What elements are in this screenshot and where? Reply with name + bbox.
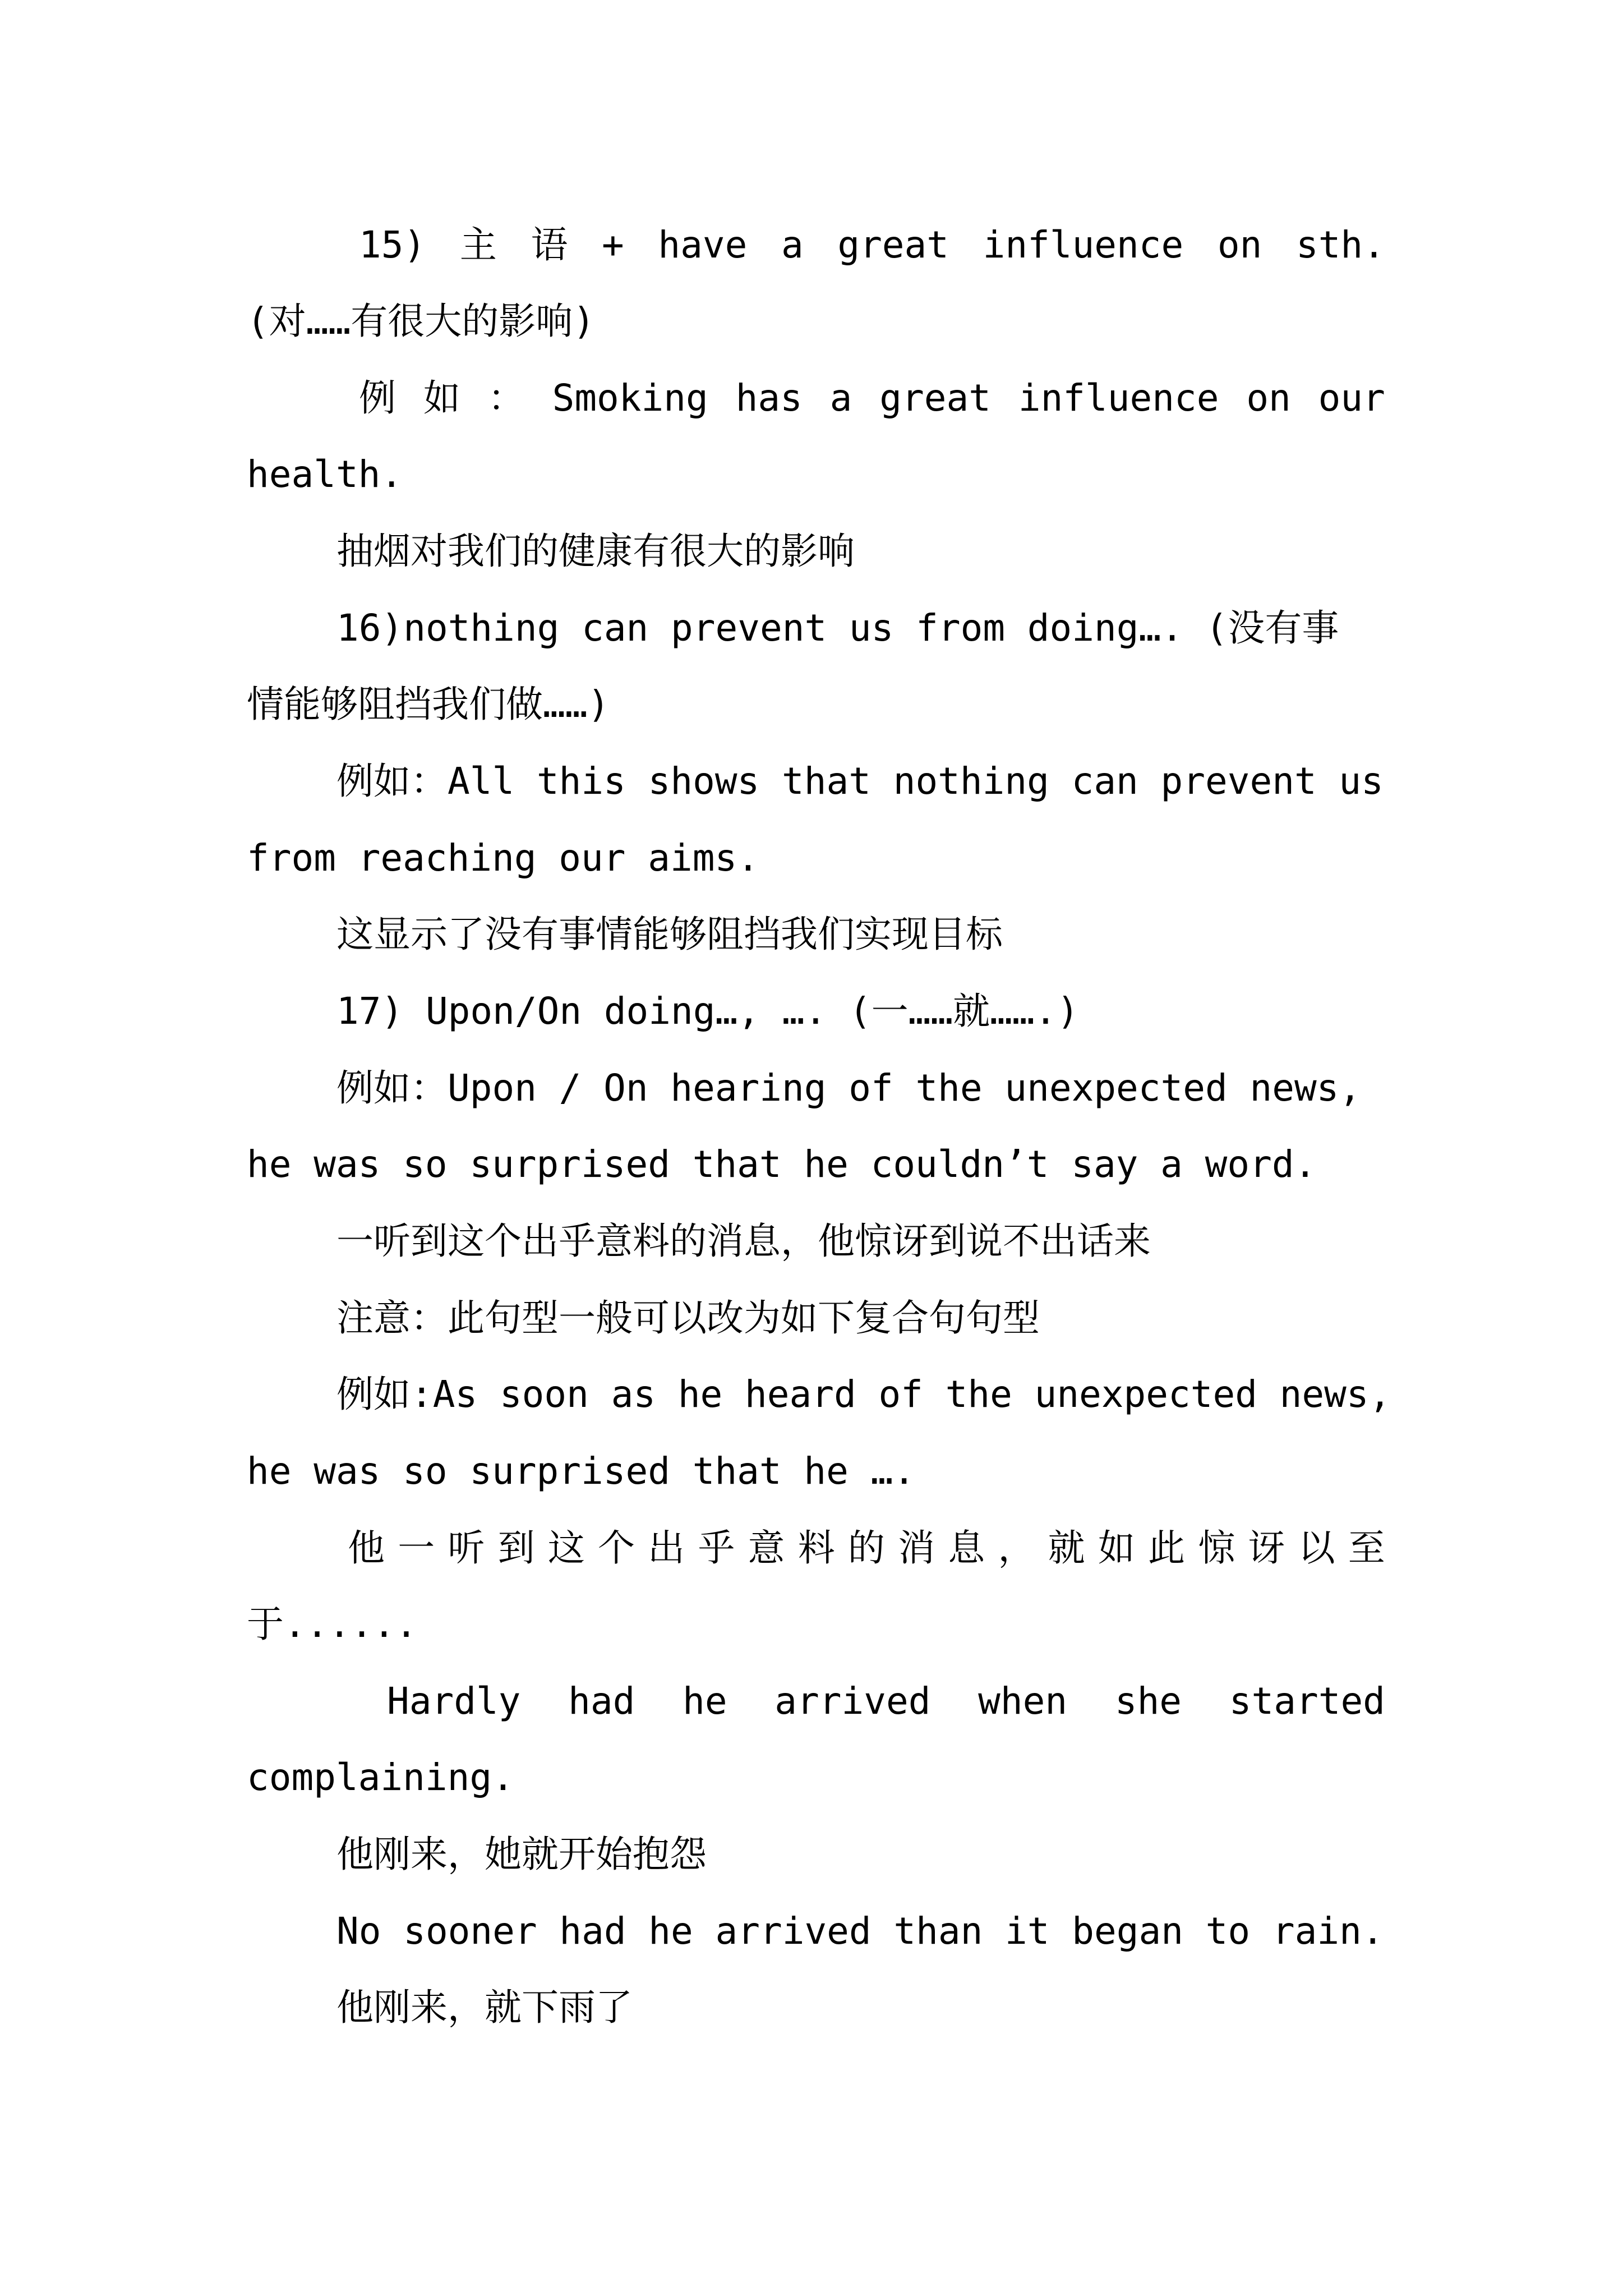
example-17b-translation-continuation: 于...... — [247, 1603, 418, 1646]
word: has — [735, 376, 803, 420]
word: Hardly — [387, 1680, 521, 1723]
word: a — [781, 223, 804, 266]
char: 出 — [648, 1526, 685, 1570]
example-16-sentence: 例如：All this shows that nothing can prevent us — [336, 760, 1384, 803]
char: 如 — [1098, 1526, 1135, 1570]
example-15-continuation: health. — [247, 453, 403, 496]
word: he — [683, 1680, 727, 1723]
word: have — [658, 223, 748, 266]
word: influence — [1018, 376, 1219, 420]
example-nosooner-sentence: No sooner had he arrived than it began to rain. — [336, 1910, 1384, 1953]
word: on — [1246, 376, 1291, 420]
example-hardly-sentence — [387, 1676, 1385, 1727]
word: ： — [487, 376, 525, 420]
word: sth. — [1295, 223, 1385, 266]
pattern-17-heading: 17) Upon/On doing…, …. (一……就…….) — [336, 990, 1080, 1033]
example-hardly-continuation: complaining. — [247, 1756, 514, 1799]
char: ， — [998, 1526, 1035, 1570]
example-17-translation: 一听到这个出乎意料的消息，他惊讶到说不出话来 — [336, 1220, 1151, 1263]
example-17b-sentence: 例如:As soon as he heard of the unexpected news, — [336, 1373, 1391, 1416]
char: 至 — [1348, 1526, 1385, 1570]
word: 主 — [459, 223, 497, 266]
word: great — [837, 223, 949, 266]
word: when — [978, 1680, 1068, 1723]
char: 料 — [797, 1526, 835, 1570]
word: 语 — [531, 223, 568, 266]
char: 乎 — [698, 1526, 735, 1570]
pattern-16-meaning: 情能够阻挡我们做……) — [247, 683, 610, 726]
word: our — [1318, 376, 1385, 420]
word: a — [829, 376, 852, 420]
example-17b-continuation: he was so surprised that he …. — [247, 1450, 916, 1493]
char: 此 — [1148, 1526, 1185, 1570]
word: Smoking — [552, 376, 708, 420]
example-hardly-translation: 他刚来，她就开始抱怨 — [336, 1833, 707, 1876]
word: arrived — [774, 1680, 931, 1723]
char: 听 — [448, 1526, 485, 1570]
word: influence — [983, 223, 1184, 266]
note-line: 注意：此句型一般可以改为如下复合句句型 — [336, 1296, 1040, 1340]
example-17-sentence: 例如：Upon / On hearing of the unexpected news, — [336, 1066, 1362, 1110]
example-15-sentence — [359, 373, 1385, 424]
word: 15) — [359, 223, 426, 266]
example-nosooner-translation: 他刚来，就下雨了 — [336, 1986, 633, 2029]
example-17b-translation — [348, 1523, 1385, 1573]
example-15-translation: 抽烟对我们的健康有很大的影响 — [336, 530, 855, 573]
word: had — [568, 1680, 635, 1723]
char: 他 — [348, 1526, 385, 1570]
char: 就 — [1048, 1526, 1085, 1570]
pattern-15-meaning: (对……有很大的影响) — [247, 300, 595, 343]
char: 到 — [497, 1526, 535, 1570]
pattern-16-heading: 16)nothing can prevent us from doing…. (没有事 — [336, 606, 1339, 650]
pattern-15-heading — [359, 220, 1385, 270]
char: 一 — [398, 1526, 435, 1570]
word: started — [1229, 1680, 1385, 1723]
example-16-translation: 这显示了没有事情能够阻挡我们实现目标 — [336, 913, 1003, 956]
char: 意 — [748, 1526, 785, 1570]
word: + — [602, 223, 624, 266]
char: 这 — [547, 1526, 585, 1570]
example-16-continuation: from reaching our aims. — [247, 836, 759, 880]
char: 以 — [1298, 1526, 1335, 1570]
char: 讶 — [1248, 1526, 1285, 1570]
char: 个 — [597, 1526, 635, 1570]
char: 的 — [847, 1526, 885, 1570]
char: 息 — [948, 1526, 985, 1570]
word: on — [1217, 223, 1262, 266]
char: 消 — [898, 1526, 935, 1570]
example-17-continuation: he was so surprised that he couldn’t say a word. — [247, 1143, 1317, 1186]
word: she — [1114, 1680, 1182, 1723]
word: 如 — [423, 376, 460, 420]
word: great — [879, 376, 991, 420]
word: 例 — [359, 376, 396, 420]
char: 惊 — [1198, 1526, 1235, 1570]
